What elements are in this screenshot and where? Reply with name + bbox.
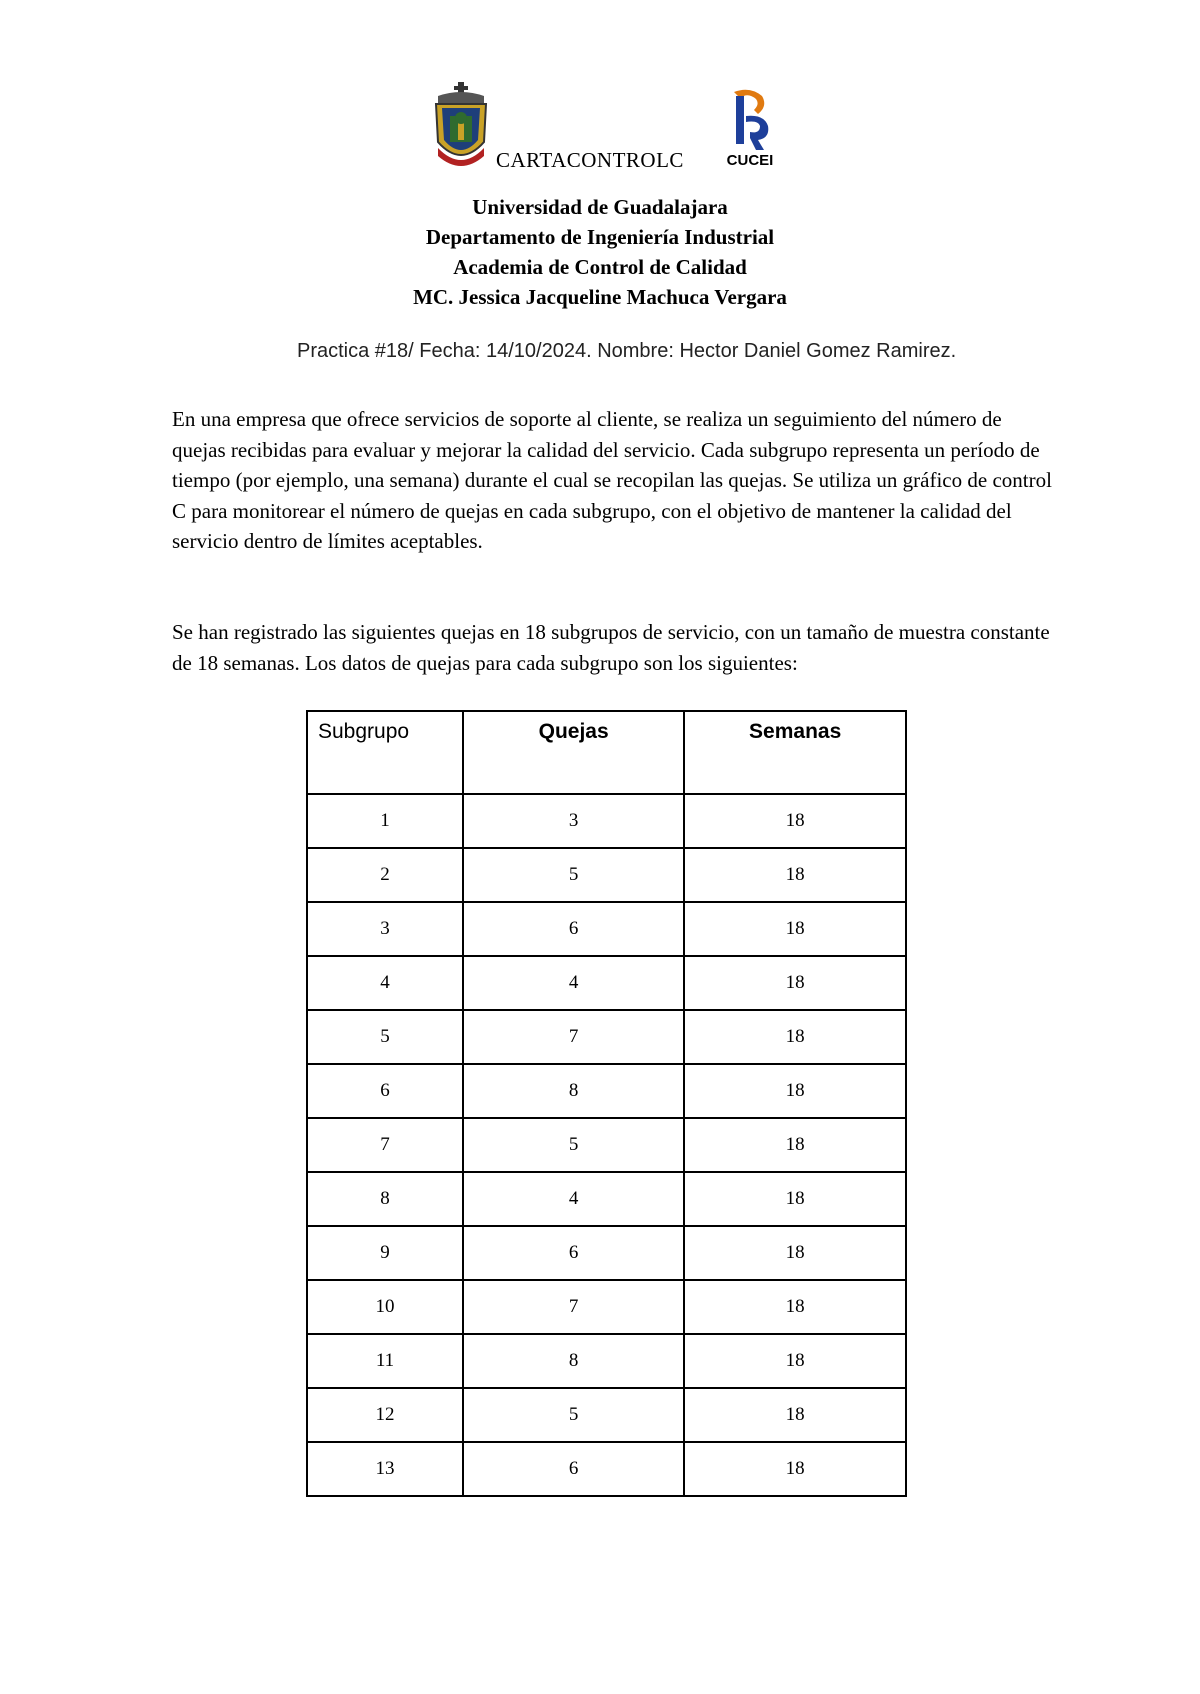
table-row bbox=[307, 1010, 906, 1064]
table-row bbox=[307, 1118, 906, 1172]
cell-semanas: 18 bbox=[684, 1064, 906, 1118]
cell-quejas: 6 bbox=[463, 1226, 684, 1280]
table-row bbox=[307, 1388, 906, 1442]
table-row bbox=[307, 848, 906, 902]
cell-subgrupo: 8 bbox=[307, 1172, 463, 1226]
cell-subgrupo: 2 bbox=[307, 848, 463, 902]
cell-subgrupo: 3 bbox=[307, 902, 463, 956]
table-header-row bbox=[307, 711, 906, 794]
table-row bbox=[307, 902, 906, 956]
cell-quejas: 4 bbox=[463, 956, 684, 1010]
complaints-table bbox=[306, 710, 907, 1497]
table-row bbox=[307, 1064, 906, 1118]
cell-semanas: 18 bbox=[684, 1010, 906, 1064]
cell-subgrupo: 1 bbox=[307, 794, 463, 848]
cell-subgrupo: 5 bbox=[307, 1010, 463, 1064]
table-row bbox=[307, 1226, 906, 1280]
cell-semanas: 18 bbox=[684, 956, 906, 1010]
header-quejas: Quejas bbox=[463, 711, 684, 794]
cell-subgrupo: 10 bbox=[307, 1280, 463, 1334]
practice-info-line: Practica #18/ Fecha: 14/10/2024. Nombre: Hector Daniel Gomez Ramirez. bbox=[297, 340, 957, 362]
cell-subgrupo: 12 bbox=[307, 1388, 463, 1442]
udg-crest-logo bbox=[432, 82, 490, 170]
cell-quejas: 6 bbox=[463, 1442, 684, 1496]
cell-semanas: 18 bbox=[684, 1442, 906, 1496]
table-row bbox=[307, 1172, 906, 1226]
cell-semanas: 18 bbox=[684, 1118, 906, 1172]
intro-paragraph: En una empresa que ofrece servicios de soporte al cliente, se realiza un seguimiento del número de quejas recibidas para evaluar y mejorar la calidad del servicio. Cada subgrupo representa un período de tiempo (por ejemplo, una semana) durante el cual se recopilan las quejas. Se utiliza un gráfico de control C para monitorear el número de quejas en cada subgrupo, con el objetivo de mantener la calidad del servicio dentro de límites aceptables. bbox=[172, 407, 1052, 553]
cell-semanas: 18 bbox=[684, 902, 906, 956]
data-intro-paragraph: Se han registrado las siguientes quejas en 18 subgrupos de servicio, con un tamaño de muestra constante de 18 semanas. Los datos de quejas para cada subgrupo son los siguientes: bbox=[172, 620, 1050, 675]
university-title: Universidad de Guadalajara bbox=[472, 195, 728, 219]
teacher-name: MC. Jessica Jacqueline Machuca Vergara bbox=[413, 285, 787, 309]
cell-quejas: 5 bbox=[463, 1118, 684, 1172]
table-row bbox=[307, 1280, 906, 1334]
cell-semanas: 18 bbox=[684, 1280, 906, 1334]
table-row bbox=[307, 794, 906, 848]
table-row bbox=[307, 1442, 906, 1496]
cell-quejas: 8 bbox=[463, 1334, 684, 1388]
cell-subgrupo: 13 bbox=[307, 1442, 463, 1496]
cell-semanas: 18 bbox=[684, 794, 906, 848]
header-subgrupo: Subgrupo bbox=[307, 711, 463, 794]
document-code-label: CARTACONTROLC bbox=[496, 148, 684, 172]
svg-text:CUCEI: CUCEI bbox=[726, 152, 774, 168]
document-titles bbox=[0, 192, 1200, 312]
academy-title: Academia de Control de Calidad bbox=[453, 255, 747, 279]
cell-semanas: 18 bbox=[684, 1334, 906, 1388]
table-row bbox=[307, 956, 906, 1010]
cell-quejas: 8 bbox=[463, 1064, 684, 1118]
cell-quejas: 5 bbox=[463, 1388, 684, 1442]
cell-quejas: 7 bbox=[463, 1280, 684, 1334]
cell-semanas: 18 bbox=[684, 1226, 906, 1280]
cell-subgrupo: 6 bbox=[307, 1064, 463, 1118]
cell-quejas: 4 bbox=[463, 1172, 684, 1226]
table-row bbox=[307, 1334, 906, 1388]
cell-quejas: 6 bbox=[463, 902, 684, 956]
header-semanas: Semanas bbox=[684, 711, 906, 794]
cucei-logo bbox=[724, 88, 776, 168]
cell-subgrupo: 11 bbox=[307, 1334, 463, 1388]
cell-semanas: 18 bbox=[684, 848, 906, 902]
cell-quejas: 3 bbox=[463, 794, 684, 848]
cell-subgrupo: 7 bbox=[307, 1118, 463, 1172]
cell-subgrupo: 9 bbox=[307, 1226, 463, 1280]
cell-subgrupo: 4 bbox=[307, 956, 463, 1010]
department-title: Departamento de Ingeniería Industrial bbox=[425, 225, 775, 249]
cell-quejas: 7 bbox=[463, 1010, 684, 1064]
cell-quejas: 5 bbox=[463, 848, 684, 902]
cell-semanas: 18 bbox=[684, 1388, 906, 1442]
cell-semanas: 18 bbox=[684, 1172, 906, 1226]
